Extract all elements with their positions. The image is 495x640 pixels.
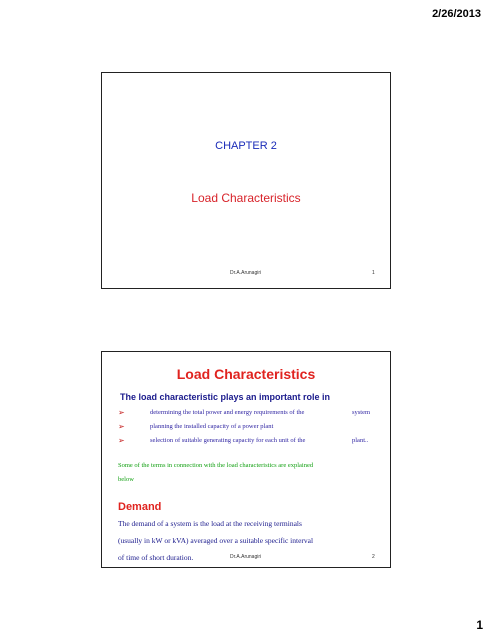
intro-text: The load characteristic plays an important role in — [120, 392, 331, 402]
slide-2-title: Load Characteristics — [176, 366, 316, 382]
list-item-tail: plant.. — [352, 437, 369, 444]
list-item-tail: system — [352, 409, 371, 416]
list-item-text: planning the installed capacity of a power plant — [150, 423, 274, 430]
list-item — [118, 420, 388, 434]
list-item — [118, 434, 388, 448]
slide-1-number: 1 — [372, 270, 375, 276]
terms-note-line: Some of the terms in connection with the load characteristics are explained — [118, 462, 314, 469]
demand-heading: Demand — [118, 501, 162, 513]
slide-1-title: Load Characteristics — [191, 191, 301, 205]
slide-1 — [101, 72, 391, 289]
list-item-text: selection of suitable generating capacity for each unit of the — [150, 437, 306, 444]
arrow-bullet-icon: ➢ — [118, 408, 125, 417]
arrow-bullet-icon: ➢ — [118, 422, 125, 431]
list-item-text: determining the total power and energy requirements of the — [150, 409, 305, 416]
slide-2 — [101, 351, 391, 568]
slide-1-author: Dr.A.Arunagiri — [230, 270, 262, 276]
terms-note-line: below — [118, 476, 134, 483]
list-item — [118, 406, 388, 420]
slide-2-number: 2 — [372, 554, 375, 560]
definition-line: (usually in kW or kVA) averaged over a suitable specific interval — [118, 536, 314, 545]
arrow-bullet-icon: ➢ — [118, 436, 125, 445]
print-date: 2/26/2013 — [432, 8, 481, 20]
page-number: 1 — [476, 618, 483, 632]
chapter-label: CHAPTER 2 — [215, 140, 277, 152]
role-list — [118, 406, 388, 448]
terms-note — [118, 459, 378, 487]
definition-line: The demand of a system is the load at the receiving terminals — [118, 519, 302, 528]
definition-line: of time of short duration. — [118, 553, 194, 562]
slide-2-author: Dr.A.Arunagiri — [230, 554, 262, 560]
